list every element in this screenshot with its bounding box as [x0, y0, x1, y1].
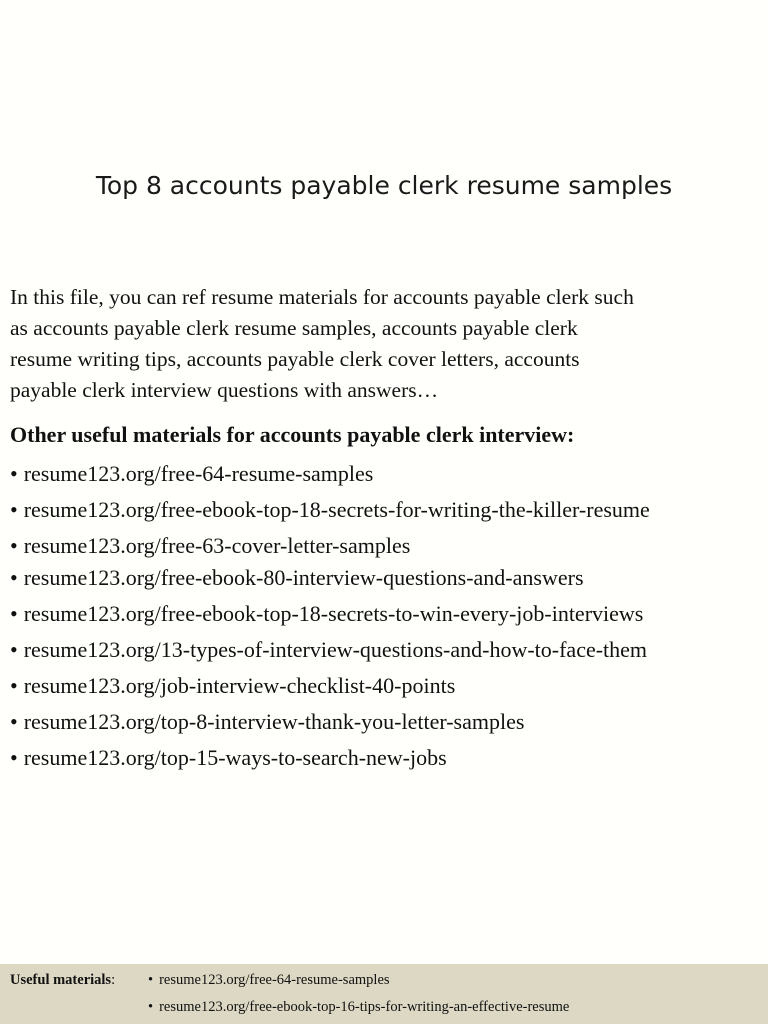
bullet-icon: • [148, 999, 154, 1015]
bullet-icon: • [10, 565, 18, 590]
footer-list-item [148, 972, 390, 989]
bullet-icon: • [10, 637, 18, 662]
footer-bar [0, 964, 768, 1024]
resource-link[interactable]: resume123.org/free-63-cover-letter-samples [23, 533, 411, 558]
resource-link[interactable]: resume123.org/free-64-resume-samples [23, 461, 374, 486]
materials-list [10, 458, 765, 778]
bullet-icon: • [10, 745, 18, 770]
resource-link[interactable]: resume123.org/top-15-ways-to-search-new-jobs [23, 745, 447, 770]
list-item [10, 706, 765, 742]
footer-link[interactable]: resume123.org/free-ebook-top-16-tips-for-writing-an-effective-resume [159, 999, 570, 1015]
list-item [10, 742, 765, 778]
footer-label-text: Useful materials [10, 972, 112, 988]
intro-paragraph [10, 282, 762, 406]
resource-link[interactable]: resume123.org/top-8-interview-thank-you-letter-samples [23, 709, 525, 734]
materials-heading: Other useful materials for accounts payable clerk interview: [10, 422, 575, 447]
resource-link[interactable]: resume123.org/free-ebook-top-18-secrets-for-writing-the-killer-resume [23, 497, 650, 522]
intro-line: as accounts payable clerk resume samples, accounts payable clerk [10, 316, 578, 340]
document-title: Top 8 accounts payable clerk resume samples [95, 171, 673, 200]
footer-label [10, 972, 115, 989]
bullet-icon: • [10, 461, 18, 486]
resource-link[interactable]: resume123.org/13-types-of-interview-questions-and-how-to-face-them [23, 637, 648, 662]
footer-colon: : [111, 972, 116, 988]
resource-link[interactable]: resume123.org/free-ebook-top-18-secrets-to-win-every-job-interviews [23, 601, 644, 626]
resource-link[interactable]: resume123.org/job-interview-checklist-40-points [23, 673, 456, 698]
bullet-icon: • [10, 673, 18, 698]
bullet-icon: • [10, 709, 18, 734]
bullet-icon: • [10, 533, 18, 558]
resource-link[interactable]: resume123.org/free-ebook-80-interview-questions-and-answers [23, 565, 584, 590]
list-item [10, 458, 765, 494]
list-item [10, 670, 765, 706]
list-item [10, 530, 765, 562]
list-item [10, 598, 765, 634]
intro-line: payable clerk interview questions with answers… [10, 378, 439, 402]
bullet-icon: • [10, 497, 18, 522]
intro-line: resume writing tips, accounts payable clerk cover letters, accounts [10, 347, 580, 371]
list-item [10, 494, 765, 530]
bullet-icon: • [148, 972, 154, 988]
list-item [10, 634, 765, 670]
bullet-icon: • [10, 601, 18, 626]
footer-link[interactable]: resume123.org/free-64-resume-samples [159, 972, 390, 988]
footer-list-item [148, 999, 569, 1016]
list-item [10, 562, 765, 598]
intro-line: In this file, you can ref resume materials for accounts payable clerk such [10, 285, 634, 309]
